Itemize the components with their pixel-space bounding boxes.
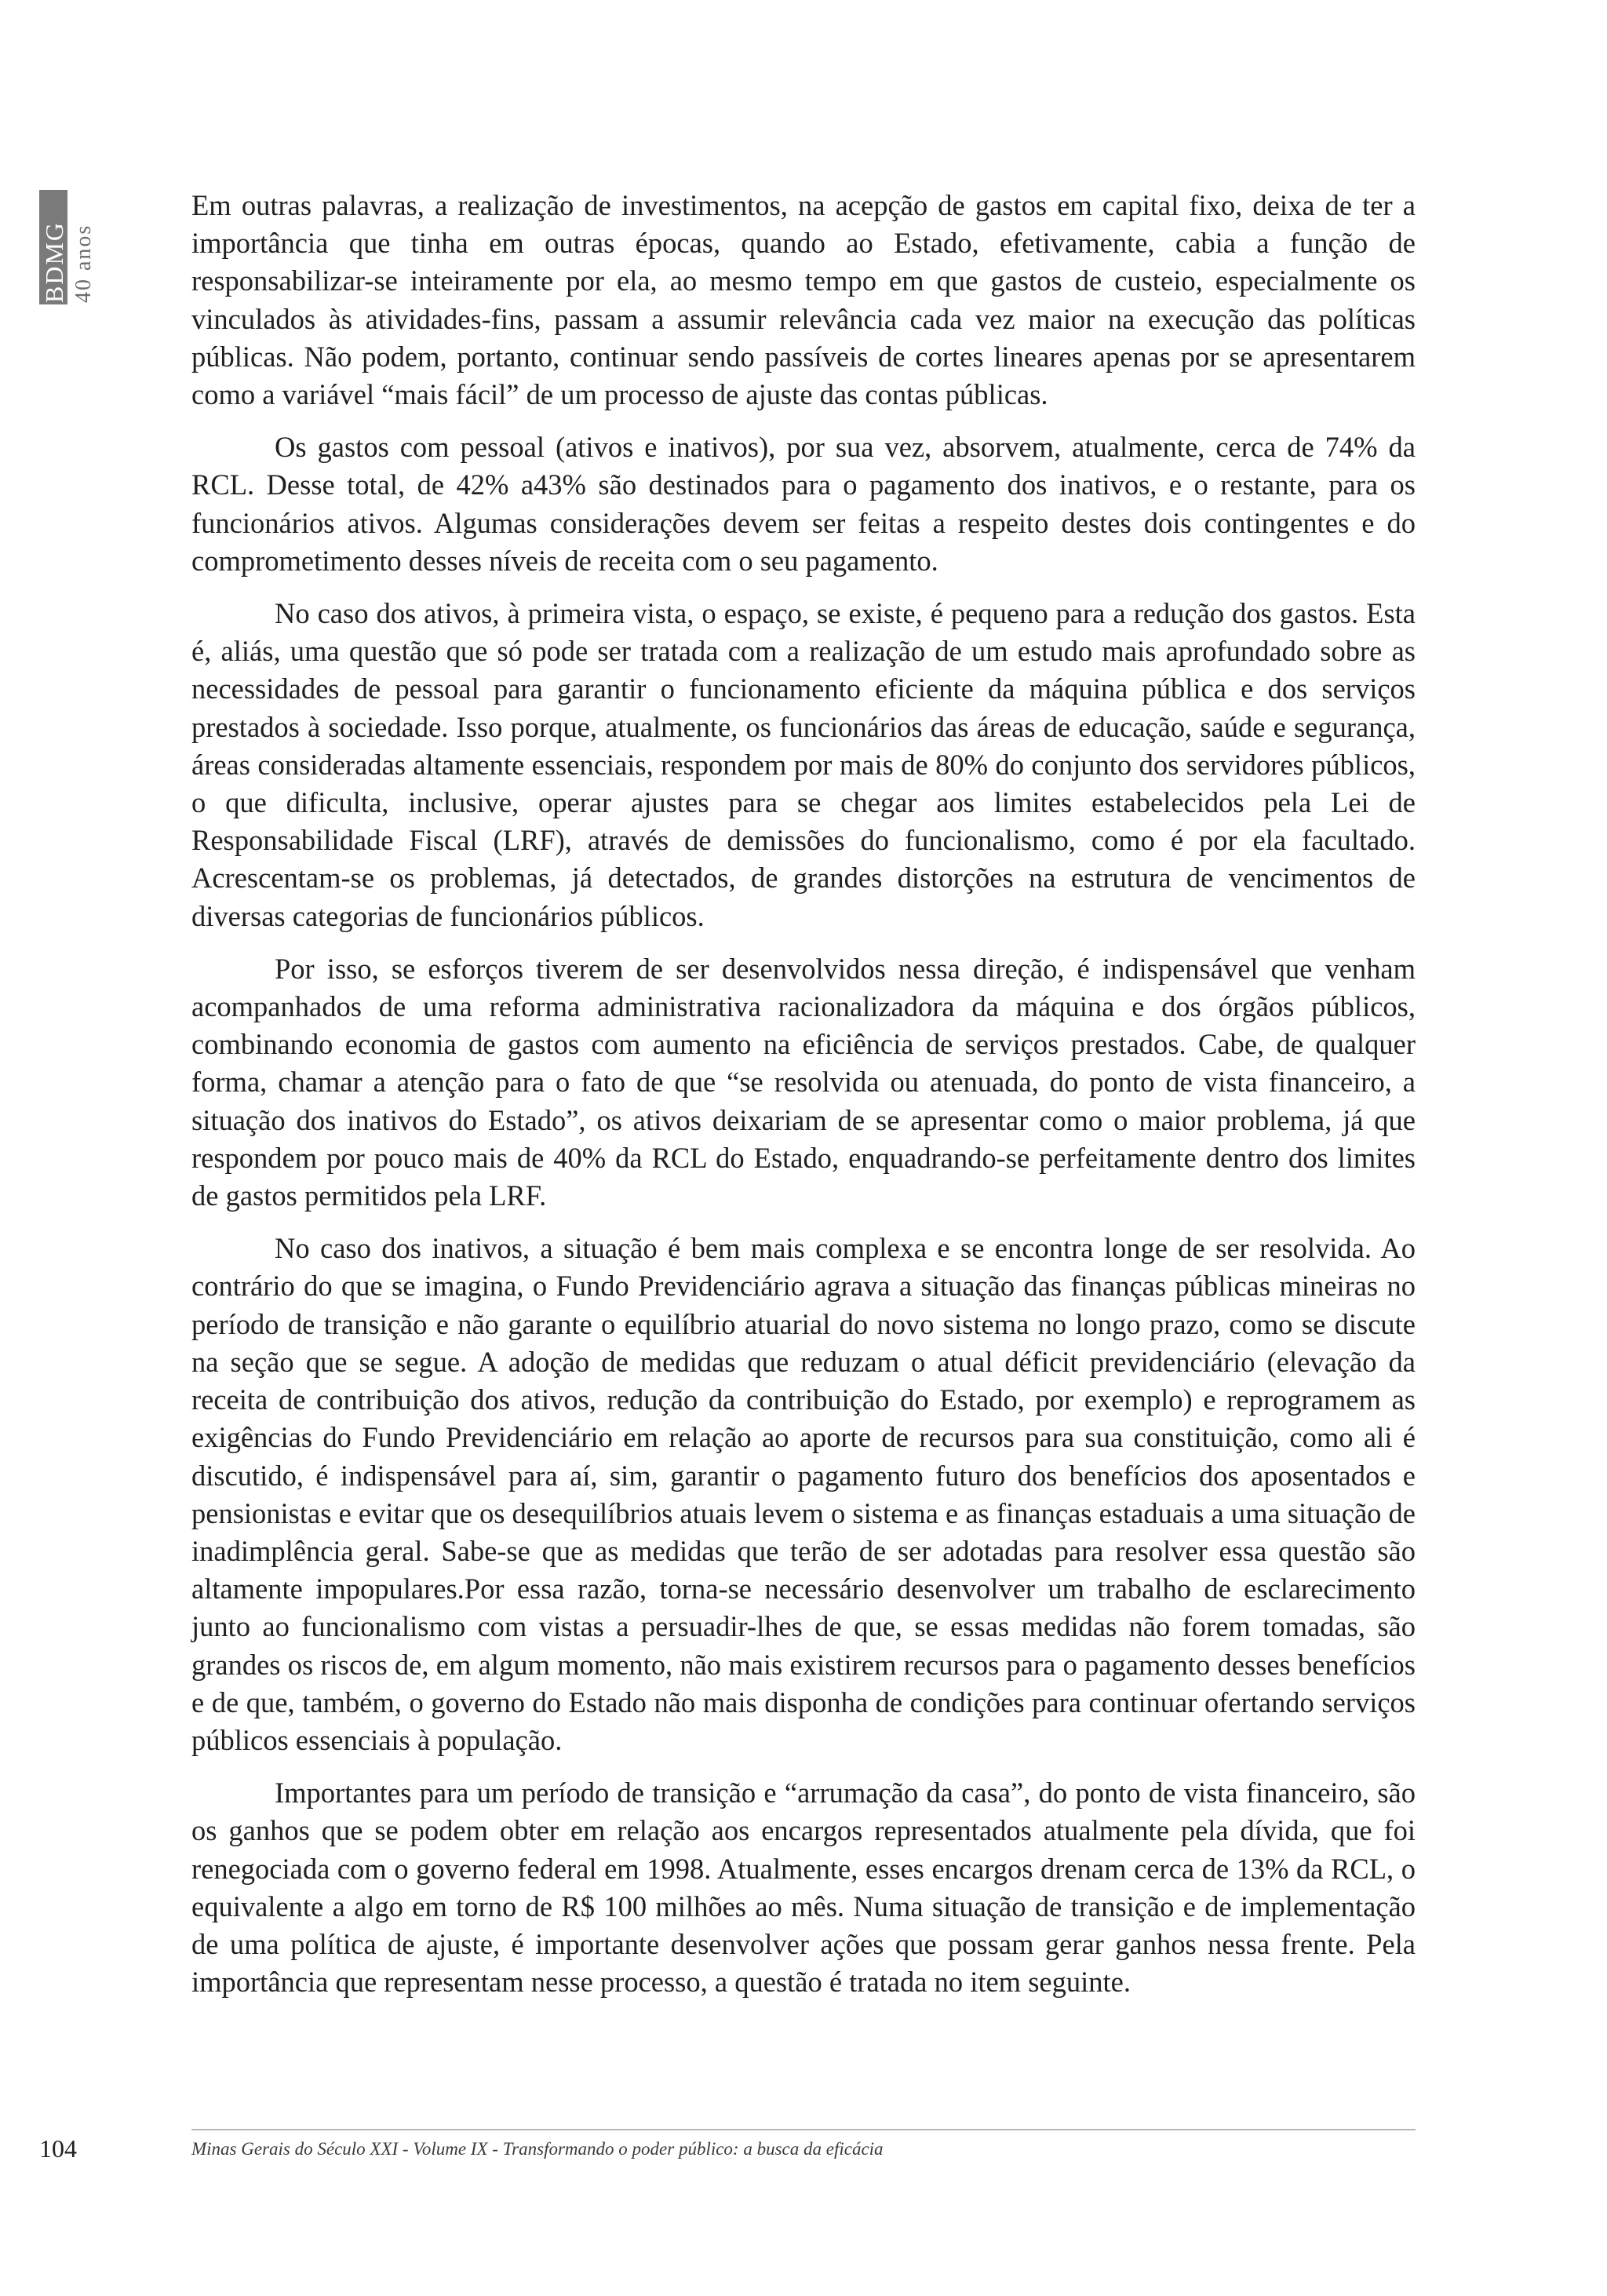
logo-years: 40 anos bbox=[71, 224, 96, 303]
body-text bbox=[191, 187, 1416, 2016]
paragraph: No caso dos ativos, à primeira vista, o espaço, se existe, é pequeno para a redução dos gastos. Esta é, aliás, uma questão que só pode ser tratada com a realização de um estudo mais aprofundado sobre as necessidades de pessoal para garantir o funcionamento eficiente da máquina pública e dos serviços prestados à sociedade. Isso porque, atualmente, os funcionários das áreas de educação, saúde e segurança, áreas consideradas altamente essenciais, respondem por mais de 80% do conjunto dos servidores públicos, o que dificulta, inclusive, operar ajustes para se chegar aos limites estabelecidos pela Lei de Responsabilidade Fiscal (LRF), através de demissões do funcionalismo, como é por ela facultado. Acrescentam-se os problemas, já detectados, de grandes distorções na estrutura de vencimentos de diversas categorias de funcionários públicos. bbox=[191, 597, 1416, 932]
paragraph: Importantes para um período de transição e “arrumação da casa”, do ponto de vista financeiro, são os ganhos que se podem obter em relação aos encargos representados atualmente pela dívida, que foi renegociada com o governo federal em 1998. Atualmente, esses encargos drenam cerca de 13% da RCL, o equivalente a algo em torno de R$ 100 milhões ao mês. Numa situação de transição e de implementação de uma política de ajuste, é importante desenvolver ações que possam gerar ganhos nessa frente. Pela importância que representam nesse processo, a questão é tratada no item seguinte. bbox=[191, 1777, 1416, 1999]
footer-divider bbox=[191, 2129, 1416, 2130]
paragraph: Em outras palavras, a realização de investimentos, na acepção de gastos em capital fixo, deixa de ter a importância que tinha em outras épocas, quando ao Estado, efetivamente, cabia a função de responsabilizar-se inteiramente por ela, ao mesmo tempo em que gastos de custeio, especialmente os vinculados às atividades-fins, passam a assumir relevância cada vez maior na execução das políticas públicas. Não podem, portanto, continuar sendo passíveis de cortes lineares apenas por se apresentarem como a variável “mais fácil” de um processo de ajuste das contas públicas. bbox=[191, 189, 1416, 411]
paragraph: Os gastos com pessoal (ativos e inativos), por sua vez, absorvem, atualmente, cerca de 74% da RCL. Desse total, de 42% a43% são destinados para o pagamento dos inativos, e o restante, para os funcionários ativos. Algumas considerações devem ser feitas a respeito destes dois contingentes e do comprometimento desses níveis de receita com o seu pagamento. bbox=[191, 431, 1416, 577]
page-number: 104 bbox=[39, 2134, 77, 2163]
paragraph: Por isso, se esforços tiverem de ser desenvolvidos nessa direção, é indispensável que venham acompanhados de uma reforma administrativa racionalizadora da máquina e dos órgãos públicos, combinando economia de gastos com aumento na eficiência de serviços prestados. Cabe, de qualquer forma, chamar a atenção para o fato de que “se resolvida ou atenuada, do ponto de vista financeiro, a situação dos inativos do Estado”, os ativos deixariam de se apresentar como o maior problema, já que respondem por pouco mais de 40% da RCL do Estado, enquadrando-se perfeitamente dentro dos limites de gastos permitidos pela LRF. bbox=[191, 952, 1416, 1212]
running-title: Minas Gerais do Século XXI - Volume IX - Transformando o poder público: a busca da eficácia bbox=[191, 2139, 884, 2159]
paragraph: No caso dos inativos, a situação é bem mais complexa e se encontra longe de ser resolvida. Ao contrário do que se imagina, o Fundo Previdenciário agrava a situação das finanças públicas mineiras no período de transição e não garante o equilíbrio atuarial do novo sistema no longo prazo, como se discute na seção que se segue. A adoção de medidas que reduzam o atual déficit previdenciário (elevação da receita de contribuição dos ativos, redução da contribuição do Estado, por exemplo) e reprogramem as exigências do Fundo Previdenciário em relação ao aporte de recursos para sua constituição, como ali é discutido, é indispensável para aí, sim, garantir o pagamento futuro dos benefícios dos aposentados e pensionistas e evitar que os desequilíbrios atuais levem o sistema e as finanças estaduais a uma situação de inadimplência geral. Sabe-se que as medidas que terão de ser adotadas para resolver essa questão são altamente impopulares.Por essa razão, torna-se necessário desenvolver um trabalho de esclarecimento junto ao funcionalismo com vistas a persuadir-lhes de que, se essas medidas não forem tomadas, são grandes os riscos de, em algum momento, não mais existirem recursos para o pagamento desses benefícios e de que, também, o governo do Estado não mais disponha de condições para continuar ofertando serviços públicos essenciais à população. bbox=[191, 1232, 1416, 1756]
bdmg-logo bbox=[39, 190, 97, 304]
logo-brand: BDMG bbox=[40, 220, 68, 303]
